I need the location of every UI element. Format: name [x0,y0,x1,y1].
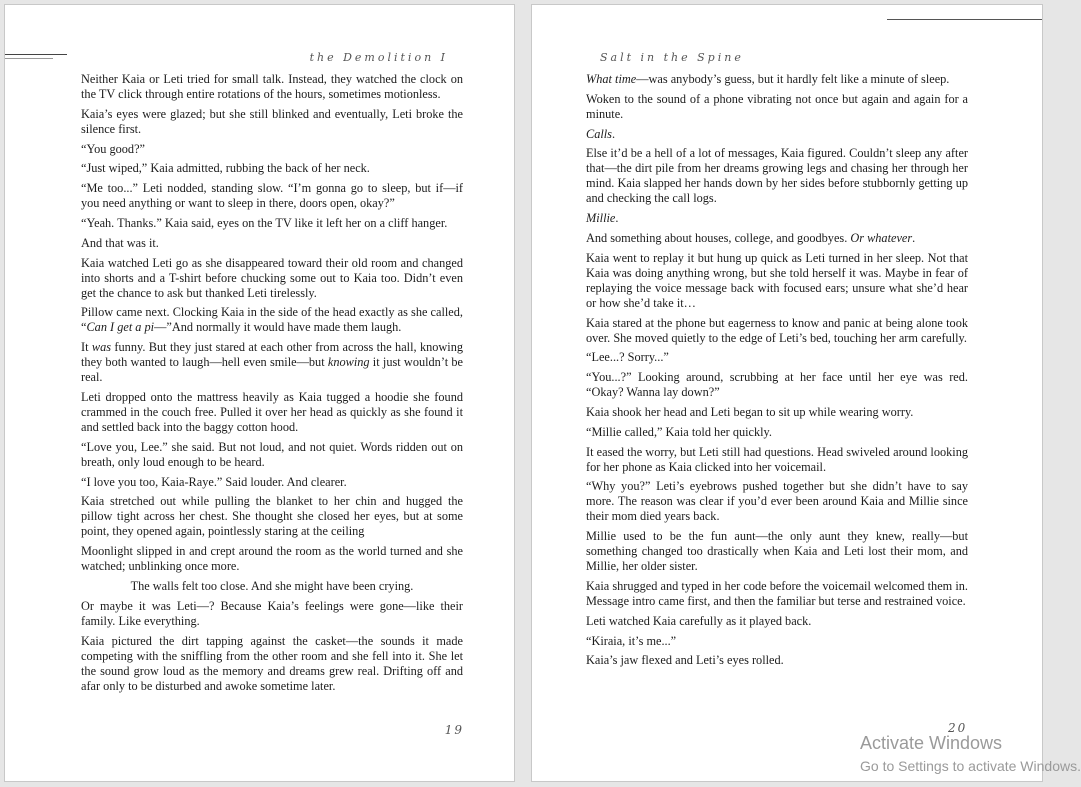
paragraph [81,340,463,385]
text-run: “I love you too, Kaia-Raye.” Said louder. And clearer. [81,474,347,489]
paragraph [81,142,463,157]
text-run: “Millie called,” Kaia told her quickly. [586,424,772,439]
italic-run: Or whatever [850,230,913,245]
text-run: Kaia’s eyes were glazed; but she still blinked and eventually, Leti broke the silence first. [81,106,463,136]
watermark-title: Activate Windows [860,733,1003,753]
text-run: Moonlight slipped in and crept around the room as the world turned and she watched; unblinking once more. [81,544,463,574]
text-run: It [81,340,92,355]
text-run: “Why you?” Leti’s eyebrows pushed together but she didn’t have to say more. The reason was clear if you’d ever been around Kaia and Millie since their mom died years back. [586,479,968,524]
italic-run: Millie [586,211,616,226]
paragraph [81,305,463,335]
left-page [4,4,515,782]
paragraph [586,579,968,609]
text-run: —was anybody’s guess, but it hardly felt like a minute of sleep. [636,72,950,86]
text-run: “Yeah. Thanks.” Kaia said, eyes on the TV like it left her on a cliff hanger. [81,215,448,230]
text-run: Kaia went to replay it but hung up quick as Leti turned in her sleep. Not that Kaia was doing anything wrong, but she told herself it was. Maybe in fear of replaying the voice message back with focused ears; unsure what she’d hear or how she’d take it… [586,250,968,310]
text-run: Kaia shrugged and typed in her code before the voicemail welcomed them in. Message intro came first, and then the familiar but terse and restrained voice. [586,578,968,608]
paragraph [81,216,463,231]
text-run: Kaia watched Leti go as she disappeared toward their old room and changed into shorts and a T-shirt before chucking some out to Kaia too. Didn’t even get the chance to ask but thanked Leti tirelessly. [81,255,463,300]
text-run: . [912,230,916,245]
italic-run: knowing [327,355,370,370]
paragraph [586,211,968,226]
paragraph [586,127,968,142]
text-run: “Lee...? Sorry...” [586,350,669,365]
paragraph [586,72,968,87]
paragraph [586,634,968,649]
paragraph [586,405,968,420]
paragraph [81,181,463,211]
paragraph [586,92,968,122]
text-run: And something about houses, college, and goodbyes. [586,230,851,245]
text-run: Millie used to be the fun aunt—the only aunt they knew, really—but something changed too drastically when Kaia and Leti lost their mom, and Millie, her older sister. [586,529,968,574]
paragraph [586,445,968,475]
text-run: Kaia pictured the dirt tapping against the casket—the sounds it made competing with the sniffling from the other room and she fell into it. She let the sound grow loud as the memory and dreams grew real. Drifting off and afar only to be disturbed and awoke sometime later. [81,633,463,693]
paragraph [81,544,463,574]
page-body[interactable] [586,72,968,673]
header-rule [5,54,67,55]
text-run: —”And normally it would have made them laugh. [154,320,402,335]
text-run: Woken to the sound of a phone vibrating not once but again and again for a minute. [586,91,968,121]
text-run: it just wouldn’t be real. [81,355,463,385]
page-body[interactable] [81,72,463,698]
text-run: “Me too...” Leti nodded, standing slow. “I’m gonna go to sleep, but if—if you need anything or want to sleep in there, doors open, okay?” [81,181,463,211]
text-run: Pillow came next. Clocking Kaia in the side of the head exactly as she called, “ [81,305,463,335]
paragraph [81,390,463,435]
paragraph [81,72,463,102]
italic-run: Calls [586,126,612,141]
paragraph [81,161,463,176]
text-run: Leti dropped onto the mattress heavily as Kaia tugged a hoodie she found crammed in the couch free. Pulled it over her head as quickly as she found it and settled back into the baggy cotton hood. [81,389,463,434]
paragraph [586,425,968,440]
text-run: The walls felt too close. And she might have been crying. [130,578,414,593]
paragraph [586,614,968,629]
text-run: Kaia’s jaw flexed and Leti’s eyes rolled. [586,653,784,668]
italic-run: What time [586,72,637,86]
paragraph [81,236,463,251]
right-page [531,4,1043,782]
text-run: It eased the worry, but Leti still had questions. Head swiveled around looking for her phone as Kaia clicked into her voicemail. [586,444,968,474]
text-run: “You good?” [81,141,145,156]
text-run: . [615,211,619,226]
paragraph [586,350,968,365]
paragraph [586,653,968,668]
paragraph [81,494,463,539]
paragraph [81,579,463,594]
text-run: “Kiraia, it’s me...” [586,633,677,648]
text-run: And that was it. [81,235,159,250]
running-header: Salt in the Spine [600,51,744,64]
italic-run: Can I get a pi [86,320,155,335]
paragraph [586,146,968,206]
text-run: Or maybe it was Leti—? Because Kaia’s feelings were gone—like their family. Like everything. [81,598,463,628]
text-run: Kaia shook her head and Leti began to sit up while wearing worry. [586,404,914,419]
page-number: 20 [948,721,968,735]
paragraph [586,370,968,400]
paragraph [586,251,968,311]
page-number: 19 [444,723,464,737]
text-run: Else it’d be a hell of a lot of messages, Kaia figured. Couldn’t sleep any after that—the dirt pile from her dreams growing legs and chasing her through her mind. Kaia slapped her hands down by her sides before stubbornly getting up and checking the call logs. [586,146,968,206]
text-run: funny. But they just stared at each other from across the hall, knowing they both wanted to laugh—hell even smile—but [81,340,463,370]
paragraph [81,440,463,470]
italic-run: was [91,340,112,355]
paragraph [81,599,463,629]
text-run: “Just wiped,” Kaia admitted, rubbing the back of her neck. [81,161,370,176]
activate-windows-watermark [860,733,1081,774]
running-header: the Demolition I [309,51,448,64]
paragraph [81,256,463,301]
text-run: Kaia stretched out while pulling the blanket to her chin and hugged the pillow tight across her chest. She thought she closed her eyes, but at some point, they opened again, pointlessly staring at the ceiling [81,494,463,539]
watermark-subtitle: Go to Settings to activate Windows. [860,758,1081,774]
header-rule [5,58,53,59]
text-run: Leti watched Kaia carefully as it played back. [586,613,812,628]
paragraph [586,316,968,346]
paragraph [586,231,968,246]
paragraph [586,529,968,574]
text-run: Kaia stared at the phone but eagerness to know and panic at being alone took over. She moved quietly to the edge of Leti’s bed, touching her arm carefully. [586,315,968,345]
text-run: “You...?” Looking around, scrubbing at her face until her eye was red. “Okay? Wanna lay down?” [586,370,968,400]
paragraph [81,634,463,694]
text-run: “Love you, Lee.” she said. But not loud, and not quiet. Words ridden out on breath, only loud enough to be heard. [81,439,463,469]
paragraph [81,475,463,490]
paragraph [586,479,968,524]
header-rule [887,19,1042,20]
text-run: . [611,126,616,141]
text-run: Neither Kaia or Leti tried for small talk. Instead, they watched the clock on the TV click through entire rotations of the hours, sometimes motionless. [81,72,463,101]
paragraph [81,107,463,137]
